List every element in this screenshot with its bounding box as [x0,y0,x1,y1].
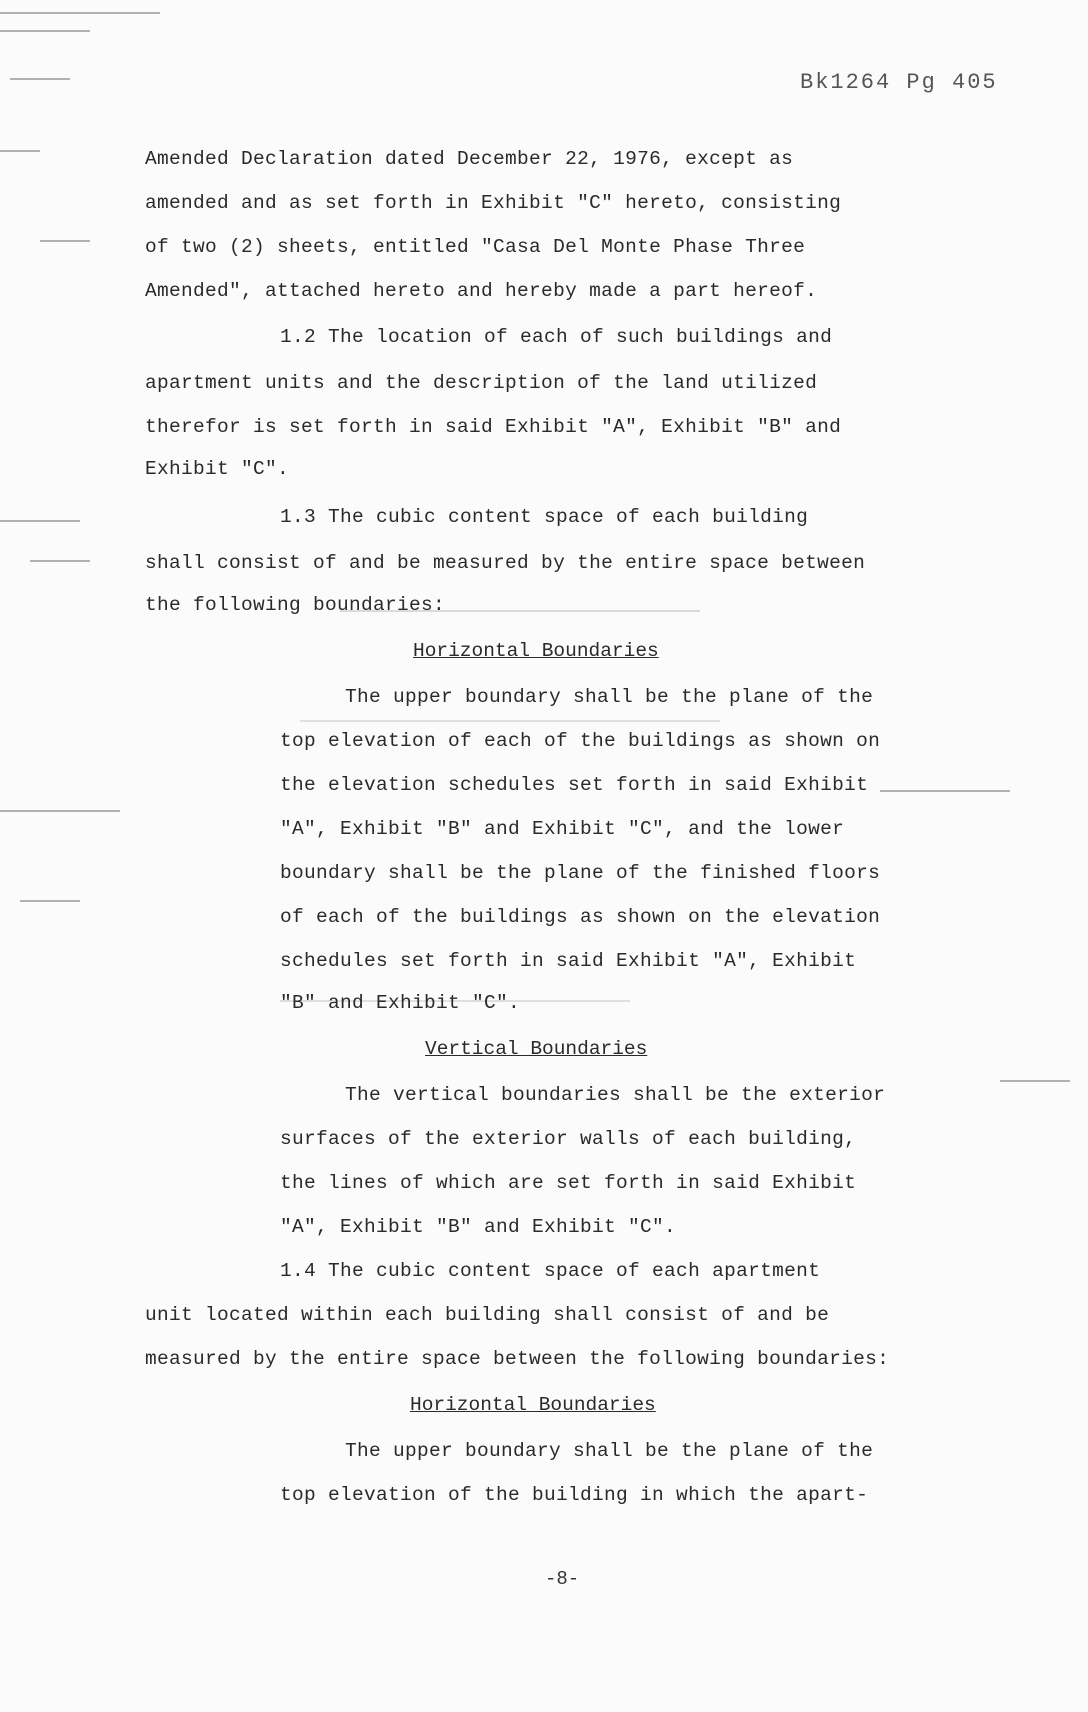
page-number: -8- [545,1568,580,1590]
text-line: Exhibit "C". [145,458,290,480]
text-line: shall consist of and be measured by the entire space between [145,552,866,574]
text-line: apartment units and the description of the land utilized [145,372,818,394]
text-line: Amended Declaration dated December 22, 1976, except as [145,148,794,170]
section-heading: Horizontal Boundaries [410,1394,656,1416]
book-page-reference: Bk1264 Pg 405 [800,70,998,95]
text-line: unit located within each building shall consist of and be [145,1304,830,1326]
text-line: The vertical boundaries shall be the exterior [345,1084,886,1106]
text-line: the lines of which are set forth in said Exhibit [280,1172,857,1194]
text-line: 1.2 The location of each of such buildings and [280,326,833,348]
text-line: of two (2) sheets, entitled "Casa Del Monte Phase Three [145,236,806,258]
text-line: "A", Exhibit "B" and Exhibit "C", and the lower [280,818,845,840]
text-line: of each of the buildings as shown on the elevation [280,906,881,928]
text-line: the following boundaries: [145,594,446,616]
text-line: amended and as set forth in Exhibit "C" hereto, consisting [145,192,842,214]
text-line: "A", Exhibit "B" and Exhibit "C". [280,1216,677,1238]
text-line: top elevation of each of the buildings as shown on [280,730,881,752]
text-line: measured by the entire space between the following boundaries: [145,1348,890,1370]
text-line: "B" and Exhibit "C". [280,992,521,1014]
text-line: top elevation of the building in which the apart- [280,1484,869,1506]
section-heading: Horizontal Boundaries [413,640,659,662]
text-line: boundary shall be the plane of the finished floors [280,862,881,884]
text-line: surfaces of the exterior walls of each building, [280,1128,857,1150]
text-line: Amended", attached hereto and hereby made a part hereof. [145,280,818,302]
text-line: The upper boundary shall be the plane of the [345,1440,874,1462]
text-line: 1.3 The cubic content space of each building [280,506,809,528]
section-heading: Vertical Boundaries [425,1038,648,1060]
text-line: 1.4 The cubic content space of each apartment [280,1260,821,1282]
text-line: therefor is set forth in said Exhibit "A", Exhibit "B" and [145,416,842,438]
text-line: The upper boundary shall be the plane of the [345,686,874,708]
text-line: the elevation schedules set forth in said Exhibit [280,774,869,796]
text-line: schedules set forth in said Exhibit "A", Exhibit [280,950,857,972]
